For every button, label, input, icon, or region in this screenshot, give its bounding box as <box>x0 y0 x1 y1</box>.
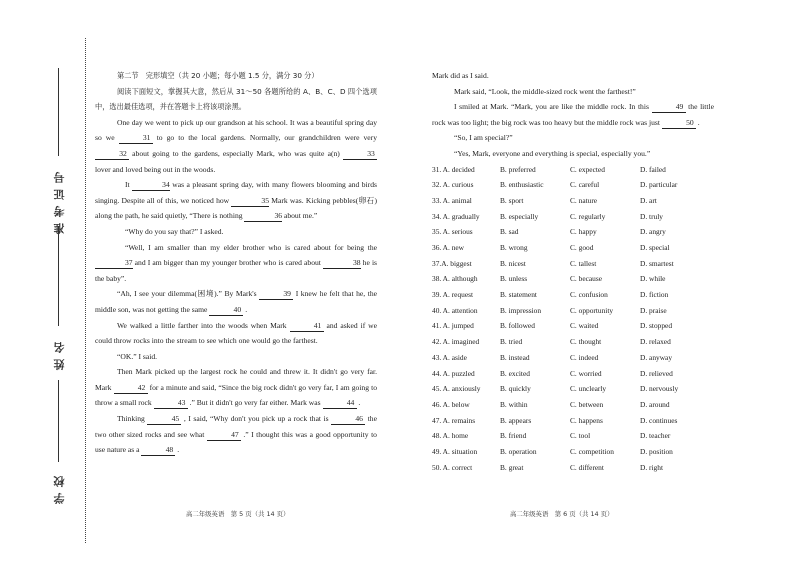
option-cell: C. because <box>570 274 603 284</box>
option-cell: 36. A. new <box>432 243 465 253</box>
option-cell: D. position <box>640 446 673 456</box>
option-row <box>432 413 710 429</box>
option-cell: B. operation <box>500 446 537 456</box>
option-row <box>432 350 710 366</box>
option-cell: B. friend <box>500 431 527 441</box>
text-segment: I knew he felt that he, the middle son, was not getting the same <box>95 289 377 314</box>
option-cell: 45. A. anxiously <box>432 384 481 394</box>
option-cell: B. excited <box>500 368 530 378</box>
option-row <box>432 162 710 178</box>
text-segment: he is the baby”. <box>95 258 378 283</box>
option-cell: D. around <box>640 399 670 409</box>
option-row <box>432 287 710 303</box>
option-cell: B. impression <box>500 305 542 315</box>
option-row <box>432 224 710 240</box>
text-segment: .” But it didn't go very far either. Mark was <box>187 398 323 408</box>
option-cell: D. smartest <box>640 258 674 268</box>
text-segment: Then Mark picked up the largest rock he could and threw it. It didn't go very far. Mark <box>95 367 377 392</box>
option-cell: 32. A. curious <box>432 180 474 190</box>
option-cell: D. nervously <box>640 384 679 394</box>
blank-49: 49 <box>652 102 686 113</box>
binding-margin <box>0 0 90 561</box>
paragraph <box>95 224 377 240</box>
option-cell: 41. A. jumped <box>432 321 474 331</box>
paragraph <box>432 99 714 130</box>
option-cell: 50. A. correct <box>432 462 473 472</box>
paragraph <box>432 68 714 84</box>
blank-43: 43 <box>154 398 188 409</box>
option-cell: 43. A. aside <box>432 352 467 362</box>
text-segment: about going to the gardens, especially Mark, who was quite a(n) <box>129 148 343 158</box>
option-row <box>432 303 710 319</box>
text-segment: “Ah, I see your dilemma(困境).” By Mark's <box>117 289 260 299</box>
blank-44: 44 <box>323 398 357 409</box>
options-table <box>432 162 710 476</box>
option-cell: C. expected <box>570 164 605 174</box>
option-cell: B. unless <box>500 274 528 284</box>
blank-50: 50 <box>662 118 696 129</box>
option-cell: B. sport <box>500 195 524 205</box>
blank-32: 32 <box>95 149 129 160</box>
paragraph <box>95 349 377 365</box>
section-title: 第二节 完形填空（共 20 小题；每小题 1.5 分，满分 30 分） <box>117 71 319 80</box>
option-cell: D. praise <box>640 305 667 315</box>
option-row <box>432 193 710 209</box>
text-segment: It <box>125 180 133 190</box>
option-cell: D. art <box>640 195 657 205</box>
option-cell: 39. A. request <box>432 290 474 300</box>
paragraph <box>95 240 377 287</box>
option-cell: B. especially <box>500 211 539 221</box>
blank-31: 31 <box>119 133 153 144</box>
option-cell: C. different <box>570 462 604 472</box>
option-cell: C. worried <box>570 368 602 378</box>
text-segment: was a pleasant spring day, with many flowers blooming and birds singing. Despite all of this, we noticed how <box>95 180 377 205</box>
option-row <box>432 334 710 350</box>
option-cell: 34. A. gradually <box>432 211 480 221</box>
option-cell: C. competition <box>570 446 614 456</box>
blank-33: 33 <box>343 149 377 160</box>
option-cell: D. anyway <box>640 352 673 362</box>
text-segment: and I am bigger than my younger brother who is cared about <box>132 258 323 268</box>
option-row <box>432 256 710 272</box>
option-cell: B. quickly <box>500 384 531 394</box>
option-cell: 48. A. home <box>432 431 469 441</box>
fold-line <box>85 38 86 543</box>
option-cell: D. while <box>640 274 666 284</box>
option-cell: C. regularly <box>570 211 606 221</box>
text-segment: the little rock was too light; the big rock was too heavy but the middle rock was just <box>432 102 714 127</box>
text-segment: “So, I am special?” <box>454 133 513 143</box>
left-column <box>95 68 377 458</box>
option-cell: B. followed <box>500 321 535 331</box>
option-cell: B. tried <box>500 337 523 347</box>
paragraph <box>432 146 714 162</box>
text-segment: for a minute and said, “Since the big rock didn't go very far, I am going to throw a small rock <box>95 382 377 408</box>
option-cell: 33. A. animal <box>432 195 472 205</box>
blank-37: 37 <box>95 258 133 269</box>
option-row <box>432 240 710 256</box>
option-row <box>432 381 710 397</box>
page-footer-left: 高二年级英语 第 5 页（共 14 页） <box>186 510 290 518</box>
blank-42: 42 <box>114 383 148 394</box>
option-cell: C. tallest <box>570 258 597 268</box>
blank-48: 48 <box>141 445 175 456</box>
option-cell: B. wrong <box>500 243 528 253</box>
option-cell: B. nicest <box>500 258 526 268</box>
option-cell: D. relieved <box>640 368 673 378</box>
option-cell: D. angry <box>640 227 666 237</box>
blank-40: 40 <box>209 305 243 316</box>
option-cell: D. right <box>640 462 663 472</box>
option-row <box>432 444 710 460</box>
option-cell: D. teacher <box>640 431 671 441</box>
text-segment: and asked if we could throw rocks into the stream to see which one would go the farthest. <box>95 320 378 346</box>
paragraph <box>95 286 377 317</box>
option-cell: C. careful <box>570 180 600 190</box>
option-cell: B. sad <box>500 227 519 237</box>
option-cell: 35. A. serious <box>432 227 473 237</box>
option-cell: 38. A. although <box>432 274 478 284</box>
paragraph <box>432 84 714 100</box>
text-segment: the two other sized rocks and see what <box>95 414 377 439</box>
text-segment: “Well, I am smaller than my elder brother who is cared about for being the <box>125 242 377 252</box>
passage <box>95 115 377 458</box>
option-cell: 31. A. decided <box>432 164 475 174</box>
option-row <box>432 366 710 382</box>
text-segment: .” I thought this was a good opportunity to use nature as a <box>95 429 377 455</box>
text-segment: . <box>175 445 180 455</box>
text-segment: . <box>243 304 248 314</box>
option-row <box>432 209 710 225</box>
option-cell: C. indeed <box>570 352 599 362</box>
option-cell: D. special <box>640 243 670 253</box>
paragraph <box>432 130 714 146</box>
text-segment: to go to the local gardens. Normally, our grandchildren were very <box>152 133 377 143</box>
blank-45: 45 <box>147 414 181 425</box>
blank-36: 36 <box>244 211 282 222</box>
option-cell: D. relaxed <box>640 337 671 347</box>
paragraph <box>95 411 377 458</box>
blank-35: 35 <box>231 196 269 207</box>
text-segment: Mark did as I said. <box>432 71 489 80</box>
option-cell: C. unclearly <box>570 384 607 394</box>
option-cell: D. failed <box>640 164 666 174</box>
option-cell: D. continues <box>640 415 678 425</box>
option-cell: 47. A. remains <box>432 415 476 425</box>
option-cell: B. enthusiastic <box>500 180 544 190</box>
text-segment: Thinking <box>117 414 148 424</box>
text-segment: Mark was. Kicking pebbles(卵石) along the path, he said quietly, “There is nothing <box>95 195 378 221</box>
option-cell: B. great <box>500 462 524 472</box>
blank-39: 39 <box>259 289 293 300</box>
option-cell: 49. A. situation <box>432 446 478 456</box>
blank-34: 34 <box>132 180 170 191</box>
option-cell: B. within <box>500 399 528 409</box>
option-cell: C. waited <box>570 321 599 331</box>
option-cell: 46. A. below <box>432 399 470 409</box>
name-label: 姓名 <box>53 336 66 370</box>
option-cell: C. opportunity <box>570 305 614 315</box>
text-segment: We walked a little farther into the woods when Mark <box>117 320 290 330</box>
option-cell: 42. A. imagined <box>432 337 480 347</box>
text-segment: “Yes, Mark, everyone and everything is special, especially you.” <box>454 148 651 158</box>
text-segment: “Why do you say that?” I asked. <box>125 226 224 236</box>
blank-38: 38 <box>323 258 361 269</box>
option-row <box>432 271 710 287</box>
blank-46: 46 <box>331 414 365 425</box>
page-footer-right: 高二年级英语 第 6 页（共 14 页） <box>510 510 614 518</box>
option-cell: C. confusion <box>570 290 608 300</box>
paragraph <box>95 364 377 411</box>
option-cell: C. between <box>570 399 604 409</box>
instructions: 阅读下面短文，掌握其大意，然后从 31～50 各题所给的 A、B、C、D 四个选项中，选出最佳选项，并在答题卡上将该项涂黑。 <box>95 86 377 112</box>
option-row <box>432 397 710 413</box>
blank-41: 41 <box>290 321 324 332</box>
text-segment: One day we went to pick up our grandson at his school. It was a beautiful spring day so we <box>95 117 377 143</box>
paragraph <box>95 177 377 224</box>
text-segment: , I said, “Why don't you pick up a rock that is <box>181 414 332 424</box>
option-cell: C. tool <box>570 431 591 441</box>
option-cell: D. fiction <box>640 290 669 300</box>
school-line <box>58 380 59 462</box>
passage-continued <box>432 68 714 162</box>
exam-number-line <box>58 68 59 156</box>
school-label: 学校 <box>53 470 66 504</box>
option-cell: 40. A. attention <box>432 305 478 315</box>
option-row <box>432 428 710 444</box>
right-column <box>432 68 714 475</box>
option-cell: B. appears <box>500 415 532 425</box>
name-line <box>58 226 59 326</box>
option-cell: C. happens <box>570 415 603 425</box>
option-cell: B. preferred <box>500 164 536 174</box>
option-row <box>432 318 710 334</box>
paragraph <box>95 318 377 349</box>
option-cell: B. statement <box>500 290 537 300</box>
option-cell: C. good <box>570 243 594 253</box>
option-cell: 37.A. biggest <box>432 258 472 268</box>
text-segment: Mark said, “Look, the middle-sized rock went the farthest!” <box>454 86 636 96</box>
text-segment: about me.” <box>282 211 318 221</box>
option-cell: B. instead <box>500 352 530 362</box>
option-cell: D. stopped <box>640 321 673 331</box>
option-cell: C. happy <box>570 227 597 237</box>
blank-47: 47 <box>207 430 241 441</box>
option-cell: D. particular <box>640 180 678 190</box>
text-segment: I smiled at Mark. “Mark, you are like the middle rock. In this <box>454 102 652 112</box>
option-cell: C. nature <box>570 195 598 205</box>
option-row <box>432 177 710 193</box>
text-segment: “OK.” I said. <box>117 351 158 361</box>
option-row <box>432 460 710 476</box>
option-cell: C. thought <box>570 337 602 347</box>
option-cell: 44. A. puzzled <box>432 368 475 378</box>
text-segment: . <box>356 398 361 408</box>
text-segment: lover and loved being out in the woods. <box>95 164 216 174</box>
exam-number-label: 准考证号 <box>53 166 66 234</box>
paragraph <box>95 115 377 177</box>
option-cell: D. truly <box>640 211 663 221</box>
text-segment: . <box>695 117 700 127</box>
